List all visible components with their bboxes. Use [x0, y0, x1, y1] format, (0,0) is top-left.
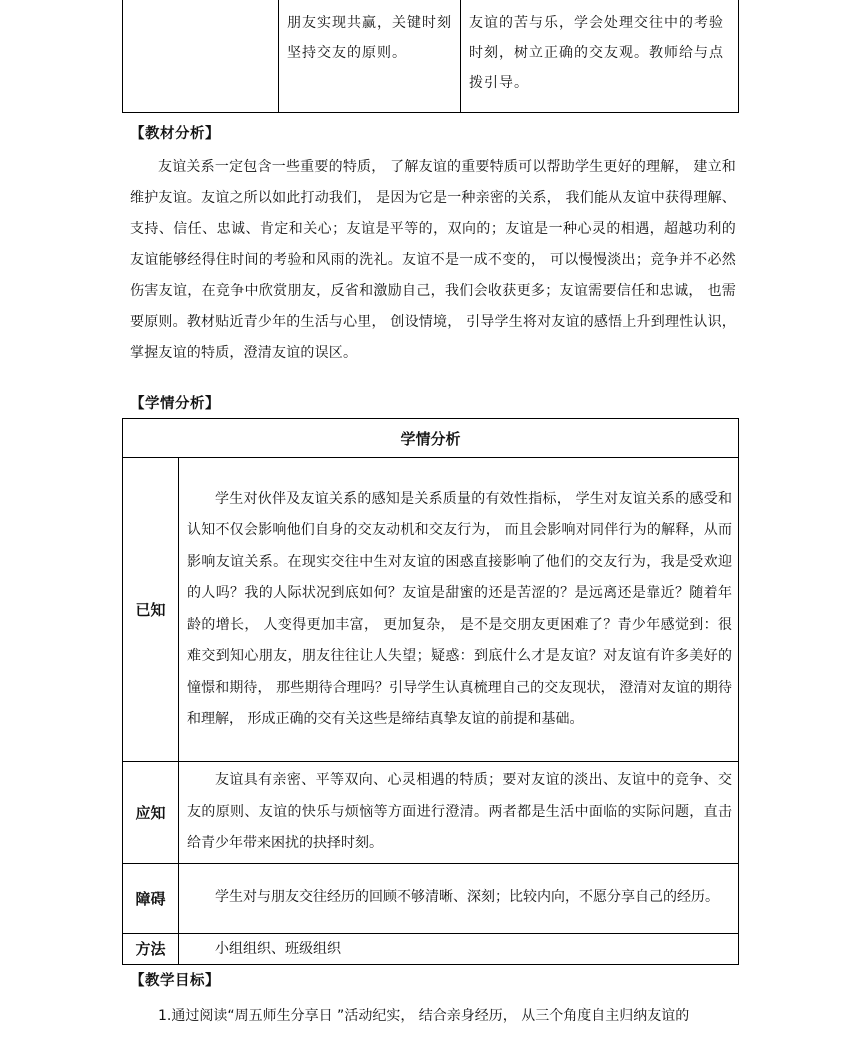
- row-text-obstacle: 学生对与朋友交往经历的回顾不够清晰、深刻；比较内向，不愿分享自己的经历。: [179, 863, 739, 933]
- row-text-method: 小组组织、班级组织: [179, 933, 739, 964]
- row-label-method: 方法: [123, 933, 179, 964]
- top-table-cell-3: 友谊的苦与乐，学会处理交往中的考验时刻，树立正确的交友观。教师给与点拨引导。: [461, 0, 739, 113]
- textbook-analysis-heading: 【教材分析】: [130, 126, 220, 142]
- row-text-known: 学生对伙伴及友谊关系的感知是关系质量的有效性指标， 学生对友谊关系的感受和认知不仅会影响他们自身的交友动机和交友行为， 而且会影响对同伴行为的解释，从而影响友谊关系。在现实交往中生对友谊的困惑直接影响了他们的交友行为，我是受欢迎的人吗？我的人际状况到底如何？友谊是甜蜜的还是苦涩的？是远离还是靠近？随着年龄的增长， 人变得更加丰富， 更加复杂， 是不是交朋友更困难了？青少年感觉到：很难交到知心朋友，朋友往往让人失望；疑惑：到底什么才是友谊？对友谊有许多美好的憧憬和期待， 那些期待合理吗？引导学生认真梳理自己的交友现状， 澄清对友谊的期待和理解， 形成正确的交有关这些是缔结真挚友谊的前提和基础。: [179, 458, 739, 762]
- row-text-should-know: 友谊具有亲密、平等双向、心灵相遇的特质；要对友谊的淡出、友谊中的竞争、交友的原则、友谊的快乐与烦恼等方面进行澄清。两者都是生活中面临的实际问题，直击给青少年带来困扰的抉择时刻。: [179, 762, 739, 864]
- row-label-should-know: 应知: [123, 762, 179, 864]
- row-label-obstacle: 障碍: [123, 863, 179, 933]
- goal-item-1: 1.通过阅读“周五师生分享日 ”活动纪实， 结合亲身经历， 从三个角度自主归纳友谊的: [158, 1008, 690, 1024]
- student-analysis-table: [122, 418, 739, 965]
- previous-table-fragment: [122, 0, 739, 113]
- student-table-title: 学情分析: [123, 419, 739, 458]
- top-table-cell-2: 朋友实现共赢，关键时刻坚持交友的原则。: [279, 0, 461, 113]
- teaching-goals-heading: 【教学目标】: [130, 973, 220, 989]
- row-label-known: 已知: [123, 458, 179, 762]
- student-analysis-heading: 【学情分析】: [130, 396, 220, 412]
- textbook-analysis-paragraph: 友谊关系一定包含一些重要的特质， 了解友谊的重要特质可以帮助学生更好的理解， 建立和维护友谊。友谊之所以如此打动我们， 是因为它是一种亲密的关系， 我们能从友谊中获得理解、支持、信任、忠诚、肯定和关心；友谊是平等的，双向的；友谊是一种心灵的相遇，超越功利的友谊能够经得住时间的考验和风雨的洗礼。友谊不是一成不变的， 可以慢慢淡出；竞争并不必然伤害友谊，在竞争中欣赏朋友，反省和激励自己，我们会收获更多；友谊需要信任和忠诚， 也需要原则。教材贴近青少年的生活与心里， 创设情境， 引导学生将对友谊的感悟上升到理性认识，掌握友谊的特质，澄清友谊的误区。: [130, 159, 736, 361]
- top-table-empty-cell: [123, 0, 279, 113]
